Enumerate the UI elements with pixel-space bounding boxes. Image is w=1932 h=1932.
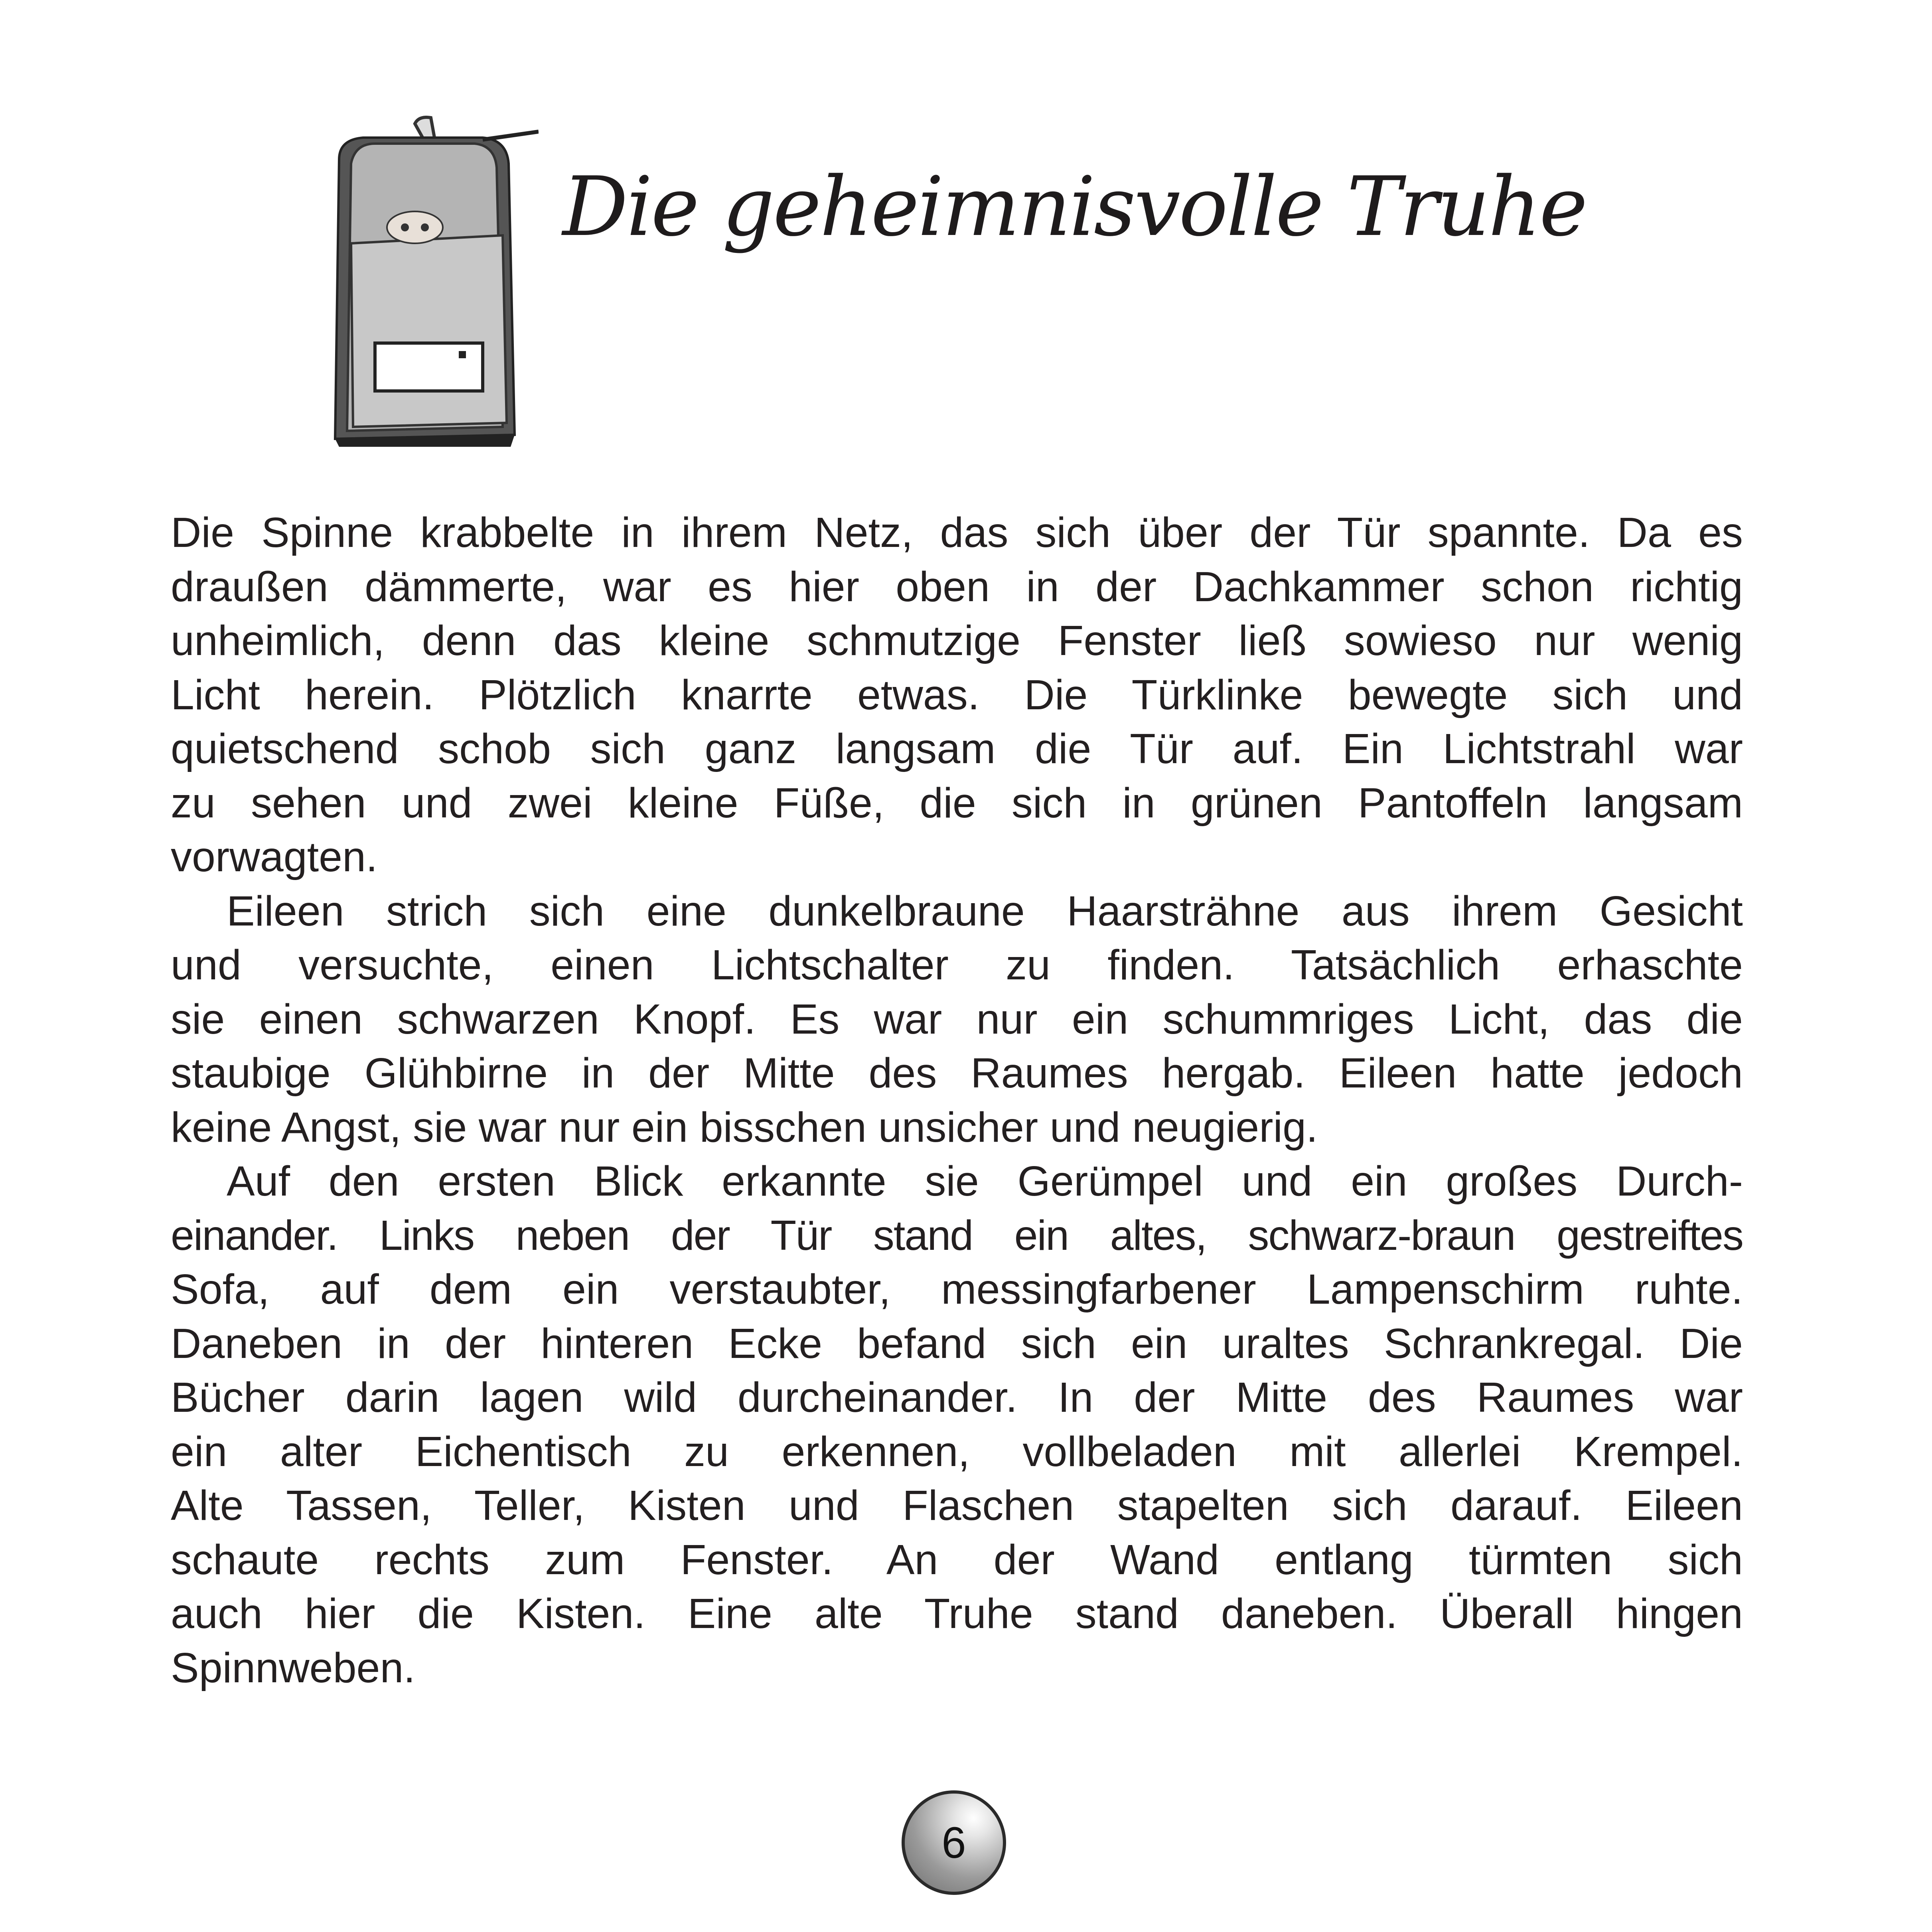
text-line: Daneben in der hinteren Ecke befand sich ein uraltes Schrankregal. Die — [171, 1320, 1743, 1367]
text-line: einander. Links neben der Tür stand ein altes, schwarz-braun gestreiftes — [171, 1212, 1743, 1259]
text-line: ein alter Eichentisch zu erkennen, vollbeladen mit allerlei Krempel. — [171, 1428, 1743, 1475]
text-line: Alte Tassen, Teller, Kisten und Flaschen stapelten sich darauf. Eileen — [171, 1482, 1743, 1529]
text-line: Die Spinne krabbelte in ihrem Netz, das sich über der Tür spannte. Da es — [171, 509, 1743, 556]
text-line: Auf den ersten Blick erkannte sie Gerümpel und ein großes Durch- — [227, 1158, 1743, 1205]
text-line: sie einen schwarzen Knopf. Es war nur ein schummriges Licht, das die — [171, 995, 1743, 1043]
text-line: unheimlich, denn das kleine schmutzige Fenster ließ sowieso nur wenig — [171, 617, 1743, 664]
chapter-title: Die geheimnisvolle Truhe — [562, 160, 1586, 255]
text-line: draußen dämmerte, war es hier oben in der Dachkammer schon richtig — [171, 563, 1743, 610]
backpack-illustration — [315, 116, 539, 447]
text-line: und versuchte, einen Lichtschalter zu finden. Tatsächlich erhaschte — [171, 941, 1743, 989]
text-line: Licht herein. Plötzlich knarrte etwas. Die Türklinke bewegte sich und — [171, 671, 1743, 718]
text-line: schaute rechts zum Fenster. An der Wand entlang türmten sich — [171, 1536, 1743, 1583]
story-text — [171, 506, 1743, 1695]
text-line: Eileen strich sich eine dunkelbraune Haarsträhne aus ihrem Gesicht — [227, 887, 1743, 935]
text-line: Spinnweben. — [171, 1644, 415, 1691]
text-line: Sofa, auf dem ein verstaubter, messingfarbener Lampenschirm ruhte. — [171, 1266, 1743, 1313]
text-line: quietschend schob sich ganz langsam die Tür auf. Ein Lichtstrahl war — [171, 725, 1743, 772]
text-line: auch hier die Kisten. Eine alte Truhe stand daneben. Überall hingen — [171, 1590, 1743, 1637]
text-line: zu sehen und zwei kleine Füße, die sich in grünen Pantoffeln langsam — [171, 779, 1743, 827]
text-line: keine Angst, sie war nur ein bisschen unsicher und neugierig. — [171, 1103, 1318, 1151]
text-line: vorwagten. — [171, 833, 378, 880]
text-line: Bücher darin lagen wild durcheinander. In der Mitte des Raumes war — [171, 1374, 1743, 1421]
text-line: staubige Glühbirne in der Mitte des Raumes hergab. Eileen hatte jedoch — [171, 1050, 1743, 1097]
page-number: 6 — [902, 1790, 1006, 1895]
